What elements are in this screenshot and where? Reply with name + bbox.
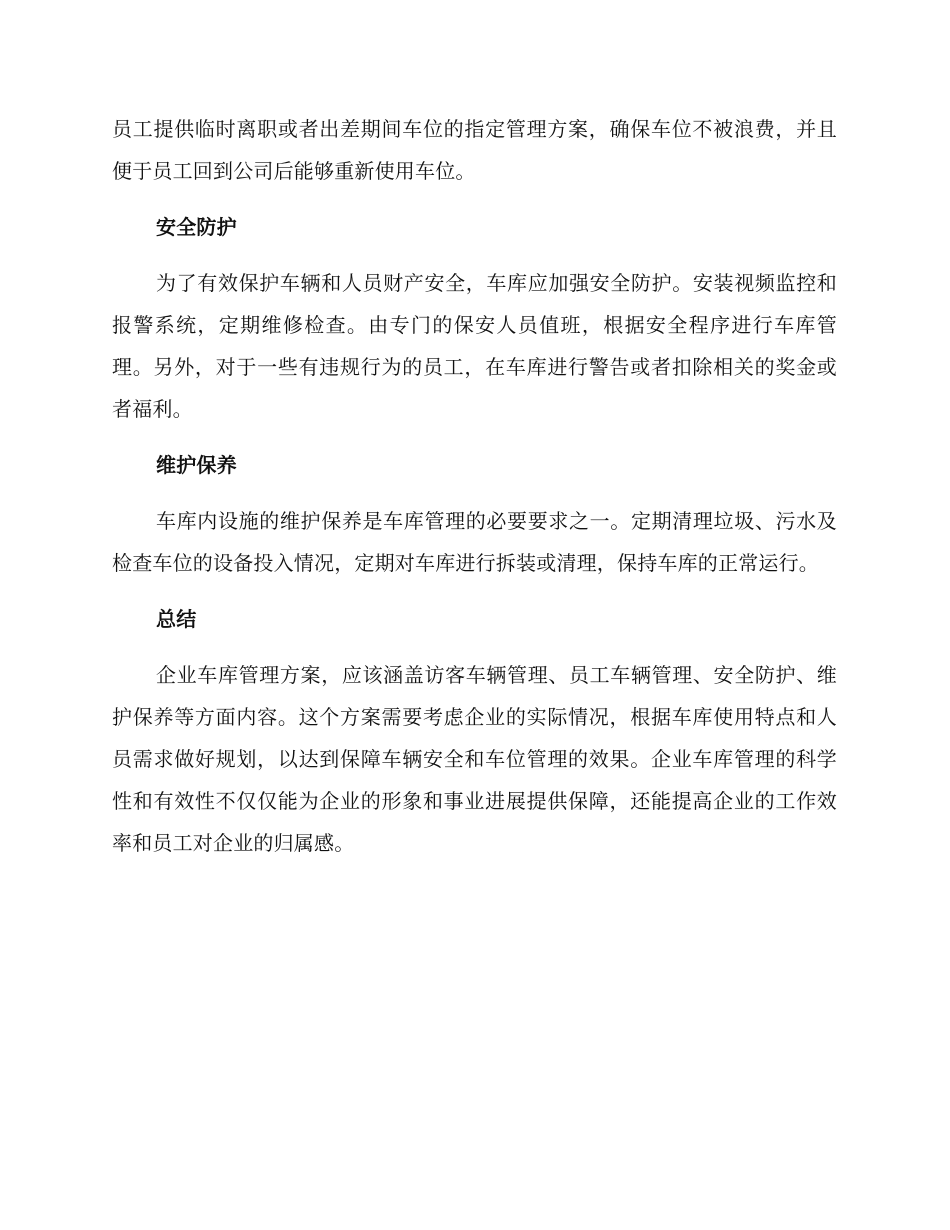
spacer [112,584,837,598]
spacer [112,486,837,500]
spacer [112,248,837,262]
section-body-summary: 企业车库管理方案，应该涵盖访客车辆管理、员工车辆管理、安全防护、维护保养等方面内容。这个方案需要考虑企业的实际情况，根据车库使用特点和人员需求做好规划，以达到保障车辆安全和车位管理的效果。企业车库管理的科学性和有效性不仅仅能为企业的形象和事业进展提供保障，还能提高企业的工作效率和员工对企业的归属感。 [112,663,837,855]
section-body-maintenance: 车库内设施的维护保养是车库管理的必要要求之一。定期清理垃圾、污水及检查车位的设备投入情况，定期对车库进行拆装或清理，保持车库的正常运行。 [112,509,837,575]
spacer [112,192,837,206]
document-body [112,108,837,864]
spacer [112,640,837,654]
section-heading-maintenance: 维护保养 [156,453,237,477]
section-heading-summary: 总结 [156,607,197,631]
section-body-security: 为了有效保护车辆和人员财产安全，车库应加强安全防护。安装视频监控和报警系统，定期维修检查。由专门的保安人员值班，根据安全程序进行车库管理。另外，对于一些有违规行为的员工，在车库进行警告或者扣除相关的奖金或者福利。 [112,271,837,421]
section-heading-security: 安全防护 [156,215,237,239]
spacer [112,430,837,444]
intro-continuation-paragraph: 员工提供临时离职或者出差期间车位的指定管理方案，确保车位不被浪费，并且便于员工回到公司后能够重新使用车位。 [112,117,837,183]
